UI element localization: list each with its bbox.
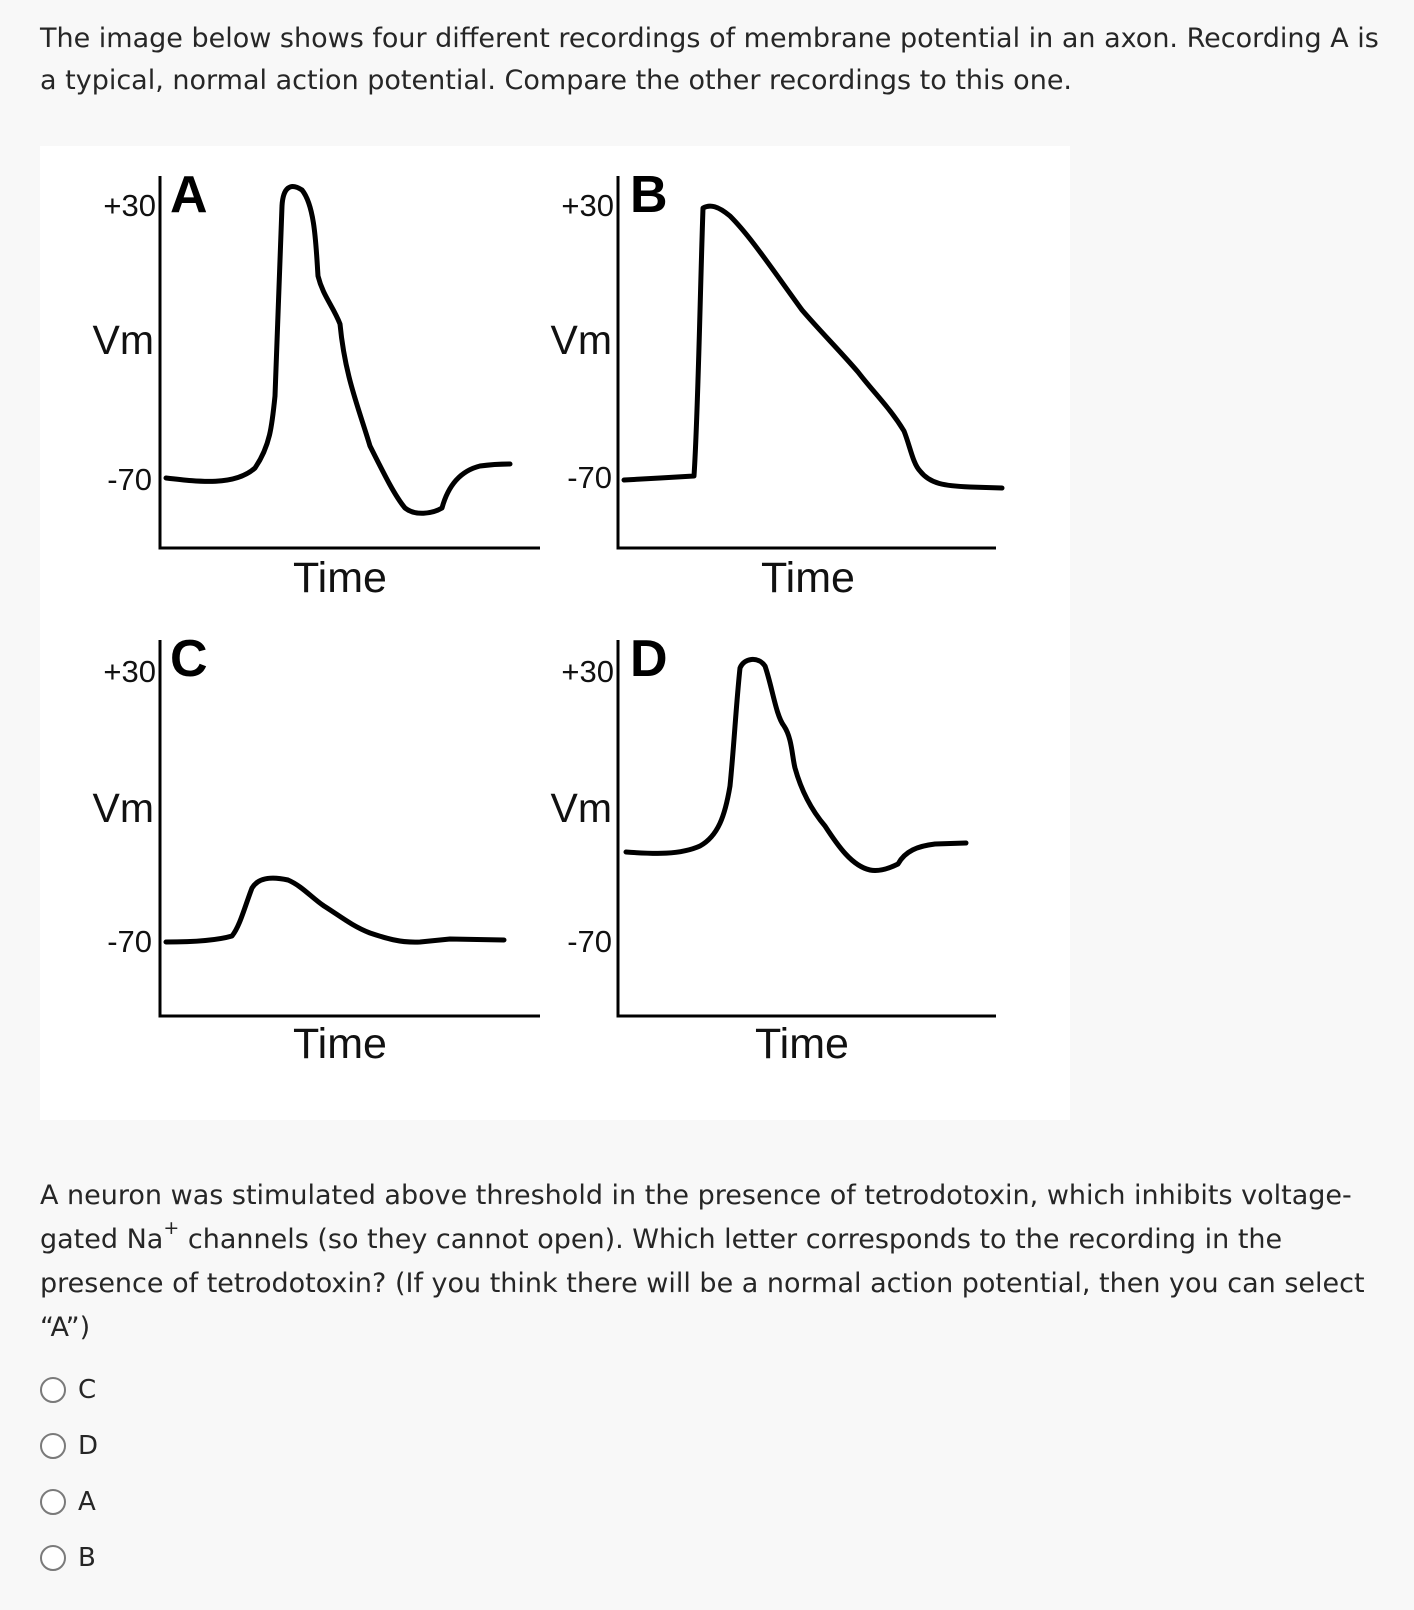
panel-d [551, 630, 997, 1068]
question-text [40, 1174, 1380, 1350]
panel-b-letter: B [630, 166, 668, 224]
panel-d-letter: D [630, 630, 668, 688]
option-c-label: C [78, 1375, 97, 1405]
answer-options [40, 1362, 98, 1586]
option-a[interactable] [40, 1474, 98, 1530]
intro-text: The image below shows four different recordings of membrane potential in an axon. Recording A is a typical, normal action potential. Compare the other recordings to this one. [40, 23, 1379, 96]
action-potential-figure [40, 146, 1070, 1120]
option-d[interactable] [40, 1418, 98, 1474]
question-text-rest: channels (so they cannot open). Which letter corresponds to the recording in the presence of tetrodotoxin? (If you think there will be a normal action potential, then you can select “A”) [40, 1224, 1365, 1343]
option-b[interactable] [40, 1530, 98, 1586]
radio-button-d[interactable] [40, 1433, 66, 1459]
option-c[interactable] [40, 1362, 98, 1418]
panel-a-time-label: Time [293, 554, 387, 602]
panel-c-bottom-tick: -70 [107, 924, 152, 959]
panel-c-time-label: Time [293, 1020, 387, 1068]
panel-b-time-label: Time [761, 554, 855, 602]
panel-d-trace [626, 659, 966, 870]
option-d-label: D [78, 1431, 99, 1461]
radio-button-b[interactable] [40, 1545, 66, 1571]
panel-c-letter: C [170, 630, 208, 688]
panel-d-axes [618, 640, 996, 1016]
panel-d-time-label: Time [755, 1020, 849, 1068]
panel-b-vm-label: Vm [550, 317, 612, 363]
panel-d-vm-label: Vm [550, 785, 612, 831]
panel-d-bottom-tick: -70 [567, 924, 612, 959]
panel-a-axes [160, 176, 540, 548]
sodium-charge-superscript: + [163, 1217, 180, 1239]
panel-a [93, 166, 541, 602]
question-text-main: A neuron was stimulated above threshold in the presence of tetrodotoxin, which inhibits voltage-gated Na [40, 1180, 1352, 1255]
panel-c-axes [160, 640, 540, 1016]
panel-c [93, 630, 541, 1068]
option-b-label: B [78, 1543, 96, 1573]
panel-b-trace [624, 206, 1002, 488]
panel-a-vm-label: Vm [92, 317, 154, 363]
panel-d-top-tick: +30 [561, 654, 614, 689]
panel-b-axes [618, 176, 996, 548]
option-a-label: A [78, 1487, 96, 1517]
panel-a-trace [166, 187, 510, 514]
radio-button-c[interactable] [40, 1377, 66, 1403]
panel-a-bottom-tick: -70 [107, 462, 152, 497]
panel-a-top-tick: +30 [103, 188, 156, 223]
radio-button-a[interactable] [40, 1489, 66, 1515]
panel-b-bottom-tick: -70 [567, 460, 612, 495]
panel-b-top-tick: +30 [561, 188, 614, 223]
panel-a-letter: A [170, 166, 208, 224]
panel-c-trace [166, 878, 504, 942]
panel-c-top-tick: +30 [103, 654, 156, 689]
panel-b [551, 166, 1003, 602]
panel-c-vm-label: Vm [92, 785, 154, 831]
recordings-svg [40, 146, 1070, 1120]
